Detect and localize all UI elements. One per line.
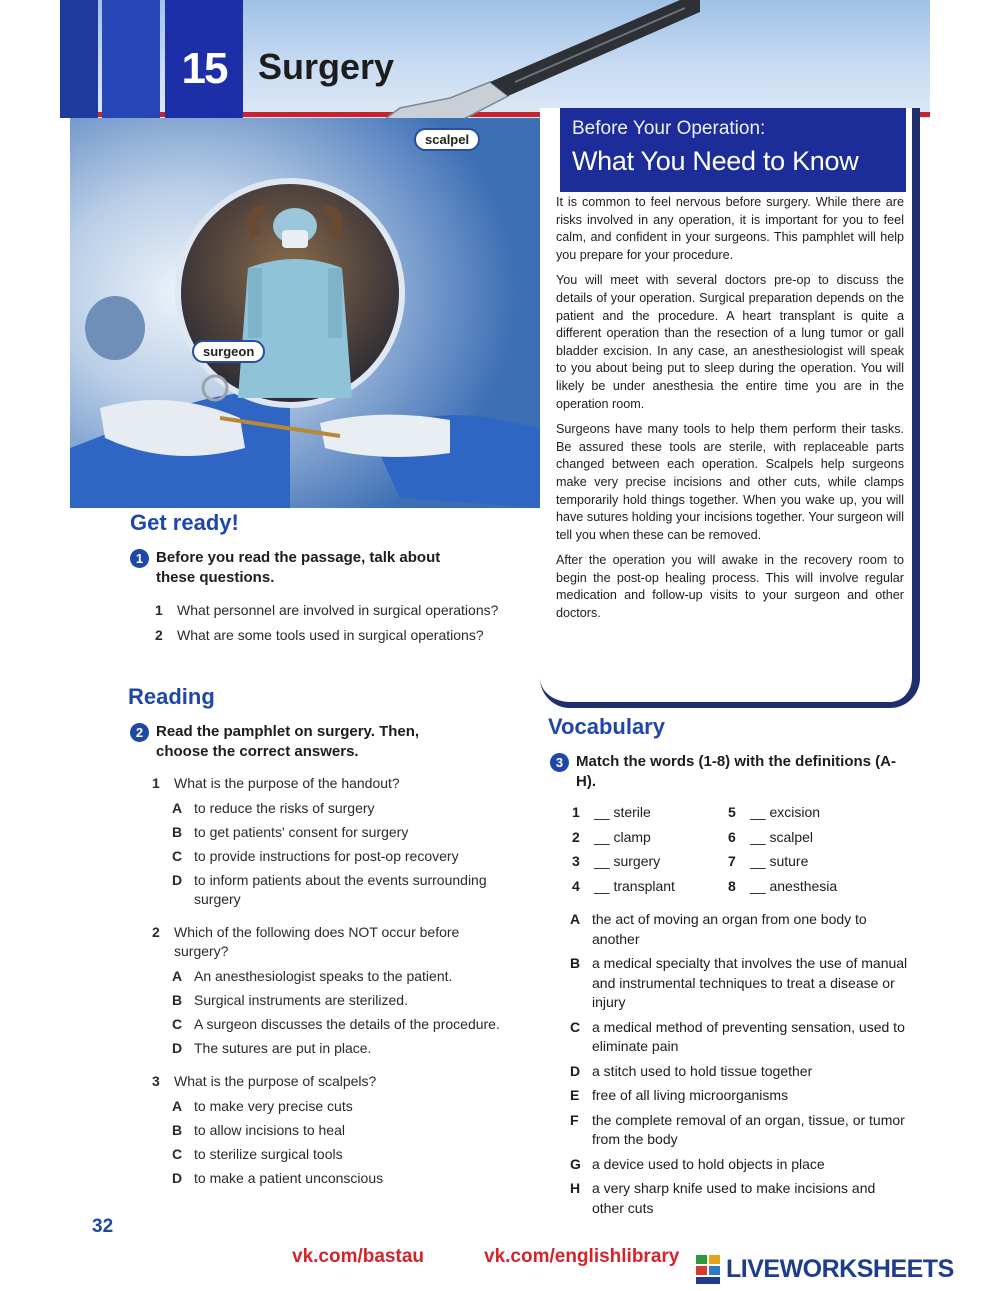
definition-letter: G xyxy=(570,1155,581,1172)
scalpel-label: scalpel xyxy=(414,128,480,151)
answer-option[interactable] xyxy=(172,799,502,818)
list-item xyxy=(155,626,505,645)
page-number: 32 xyxy=(92,1216,114,1237)
question xyxy=(152,1072,502,1091)
definition-letter: C xyxy=(570,1018,581,1035)
definition-text: a device used to hold objects in place xyxy=(592,1155,825,1172)
word-text: __ transplant xyxy=(594,877,675,894)
question-number: 1 xyxy=(152,775,160,791)
word-number: 5 xyxy=(728,804,736,820)
question-group xyxy=(152,923,502,1058)
surgery-photo xyxy=(70,118,540,508)
definition-text: a stitch used to hold tissue together xyxy=(592,1062,813,1079)
word-item[interactable] xyxy=(728,874,878,899)
reading-heading: Reading xyxy=(128,684,215,709)
option-text: to inform patients about the events surrounding surgery xyxy=(194,872,487,907)
pamphlet-body xyxy=(556,194,904,631)
word-text: __ surgery xyxy=(594,853,661,870)
option-letter: C xyxy=(172,1016,183,1032)
definition-letter: B xyxy=(570,955,581,971)
definition-text: a medical method of preventing sensation, used to eliminate pain xyxy=(592,1018,905,1054)
option-letter: C xyxy=(172,848,183,864)
option-letter: D xyxy=(172,872,183,888)
word-number: 1 xyxy=(572,804,580,820)
option-text: to provide instructions for post-op recovery xyxy=(194,848,459,864)
list-item xyxy=(155,601,505,620)
definition-list xyxy=(570,910,910,1223)
header-stripe xyxy=(60,0,98,118)
word-column-right xyxy=(728,800,878,898)
answer-option[interactable] xyxy=(172,871,502,909)
definition-letter: A xyxy=(570,911,581,927)
definition-text: the act of moving an organ from one body to another xyxy=(592,911,867,947)
pamphlet-paragraph: Surgeons have many tools to help them perform their tasks. Be assured these tools are sterile, with replaceable parts changed between each operation. Scalpels help surgeons make very precise incisions and other cuts, while clamps temporarily hold things together. When you wake up, you will have sutures holding your incisions together. Your surgeon will tell you when these can be removed. xyxy=(556,422,904,542)
definition-text: the complete removal of an organ, tissue, or tumor from the body xyxy=(592,1111,905,1147)
definition-letter: H xyxy=(570,1180,581,1196)
option-text: to make very precise cuts xyxy=(194,1098,353,1114)
option-text: to allow incisions to heal xyxy=(194,1122,345,1138)
question-text: What personnel are involved in surgical operations? xyxy=(177,602,499,618)
option-text: to make a patient unconscious xyxy=(194,1170,384,1186)
word-column-left xyxy=(572,800,722,898)
answer-option[interactable] xyxy=(172,1145,502,1164)
option-letter: A xyxy=(172,800,183,816)
reading-questions xyxy=(152,774,502,1202)
question-text: What is the purpose of scalpels? xyxy=(174,1073,377,1089)
surgeon-label: surgeon xyxy=(192,340,265,363)
question-text: Which of the following does NOT occur before surgery? xyxy=(174,924,460,959)
answer-option[interactable] xyxy=(172,991,502,1010)
vocabulary-heading: Vocabulary xyxy=(548,714,665,739)
definition-item xyxy=(570,1179,910,1218)
definition-text: a medical specialty that involves the use of manual and instrumental techniques to treat a disease or injury xyxy=(592,955,908,1010)
answer-option[interactable] xyxy=(172,823,502,842)
chapter-title: Surgery xyxy=(258,46,395,87)
definition-item xyxy=(570,1018,910,1057)
task-number-badge: 2 xyxy=(130,723,149,742)
option-letter: D xyxy=(172,1040,183,1056)
definition-text: free of all living microorganisms xyxy=(592,1087,789,1103)
definition-item xyxy=(570,1062,910,1082)
header-stripe xyxy=(102,0,160,118)
pamphlet-paragraph: You will meet with several doctors pre-op to discuss the details of your operation. Surgical preparation depends on the patient and the procedure. A heart transplant is quite a different operation than the resection of a lung tumor or gall bladder excision. In any case, an anesthesiologist will speak to you about being put to sleep during the operation. You will likely be under anesthesia the entire time you are in the operation room. xyxy=(556,273,904,411)
question-number: 2 xyxy=(152,924,160,940)
word-item[interactable] xyxy=(572,825,722,850)
discussion-questions xyxy=(155,601,505,651)
pamphlet xyxy=(540,108,920,708)
word-text: __ anesthesia xyxy=(750,877,838,894)
word-text: __ clamp xyxy=(594,828,651,845)
word-text: __ excision xyxy=(750,804,821,820)
answer-option[interactable] xyxy=(172,1097,502,1116)
word-item[interactable] xyxy=(572,800,722,825)
option-letter: C xyxy=(172,1146,183,1162)
answer-option[interactable] xyxy=(172,1121,502,1140)
definition-item xyxy=(570,910,910,949)
option-letter: A xyxy=(172,968,183,984)
task-instruction: Match the words (1-8) with the definitions (A-H). xyxy=(576,753,896,790)
option-text: Surgical instruments are sterilized. xyxy=(194,992,408,1008)
task-3 xyxy=(550,752,910,792)
word-number: 8 xyxy=(728,877,736,894)
definition-letter: E xyxy=(570,1087,580,1103)
question-text: What are some tools used in surgical operations? xyxy=(177,627,484,643)
option-text: The sutures are put in place. xyxy=(194,1040,372,1056)
vk-bastau-link[interactable]: vk.com/bastau xyxy=(292,1246,424,1267)
word-number: 6 xyxy=(728,828,736,845)
task-1 xyxy=(130,548,450,588)
definition-item xyxy=(570,954,910,1013)
task-number-badge: 3 xyxy=(550,753,569,772)
answer-option[interactable] xyxy=(172,1015,502,1034)
chapter-number: 15 xyxy=(165,0,243,132)
answer-option[interactable] xyxy=(172,1039,502,1058)
answer-option[interactable] xyxy=(172,967,502,986)
definition-letter: D xyxy=(570,1062,581,1079)
vk-englishlibrary-link[interactable]: vk.com/englishlibrary xyxy=(484,1246,680,1267)
question-number: 3 xyxy=(152,1073,160,1089)
definition-item xyxy=(570,1111,910,1150)
question-number: 2 xyxy=(155,627,163,643)
option-text: to sterilize surgical tools xyxy=(194,1146,343,1162)
option-letter: D xyxy=(172,1170,183,1186)
question-number: 1 xyxy=(155,602,163,618)
answer-option[interactable] xyxy=(172,1169,502,1188)
option-letter: A xyxy=(172,1098,183,1114)
word-item[interactable] xyxy=(728,800,878,825)
word-text: __ suture xyxy=(750,853,809,870)
task-2 xyxy=(130,722,460,762)
word-item[interactable] xyxy=(728,849,878,874)
definition-text: a very sharp knife used to make incisions and other cuts xyxy=(592,1180,876,1216)
option-text: An anesthesiologist speaks to the patient. xyxy=(194,968,453,984)
definition-item xyxy=(570,1086,910,1106)
word-item[interactable] xyxy=(728,825,878,850)
question xyxy=(152,923,502,961)
question-group xyxy=(152,1072,502,1188)
word-number: 7 xyxy=(728,853,736,870)
pamphlet-title: What You Need to Know xyxy=(572,146,859,176)
question-group xyxy=(152,774,502,909)
task-instruction: Before you read the passage, talk about these questions. xyxy=(156,549,441,586)
word-text: __ scalpel xyxy=(750,828,814,845)
word-number: 3 xyxy=(572,853,580,870)
option-text: A surgeon discusses the details of the procedure. xyxy=(194,1016,500,1032)
pamphlet-paragraph: After the operation you will awake in the recovery room to begin the post-op healing process. This will involve regular medication and follow-up visits to your surgeon and other doctors. xyxy=(556,553,904,621)
task-instruction: Read the pamphlet on surgery. Then, choose the correct answers. xyxy=(156,723,420,760)
option-letter: B xyxy=(172,992,183,1008)
question xyxy=(152,774,502,793)
option-letter: B xyxy=(172,824,183,840)
pamphlet-header xyxy=(560,108,906,192)
definition-item xyxy=(570,1155,910,1175)
surgeon-image xyxy=(70,118,540,508)
answer-option[interactable] xyxy=(172,847,502,866)
liveworksheets-logo[interactable] xyxy=(696,1253,996,1287)
word-number: 2 xyxy=(572,828,580,845)
option-text: to get patients' consent for surgery xyxy=(194,824,409,840)
get-ready-heading: Get ready! xyxy=(130,510,239,535)
liveworksheets-text: LIVEWORKSHEETS xyxy=(726,1255,954,1283)
word-text: __ sterile xyxy=(594,804,651,820)
option-text: to reduce the risks of surgery xyxy=(194,800,375,816)
definition-letter: F xyxy=(570,1111,579,1128)
option-letter: B xyxy=(172,1122,183,1138)
pamphlet-subtitle: Before Your Operation: xyxy=(572,118,766,139)
word-number: 4 xyxy=(572,877,580,894)
liveworksheets-icon xyxy=(696,1255,722,1285)
word-item[interactable] xyxy=(572,874,722,899)
word-item[interactable] xyxy=(572,849,722,874)
pamphlet-paragraph: It is common to feel nervous before surgery. While there are risks involved in any operation, it is important for you to feel calm, and confident in your surgeons. This pamphlet will help you prepare for your procedure. xyxy=(556,195,904,262)
question-text: What is the purpose of the handout? xyxy=(174,775,400,791)
task-number-badge: 1 xyxy=(130,549,149,568)
